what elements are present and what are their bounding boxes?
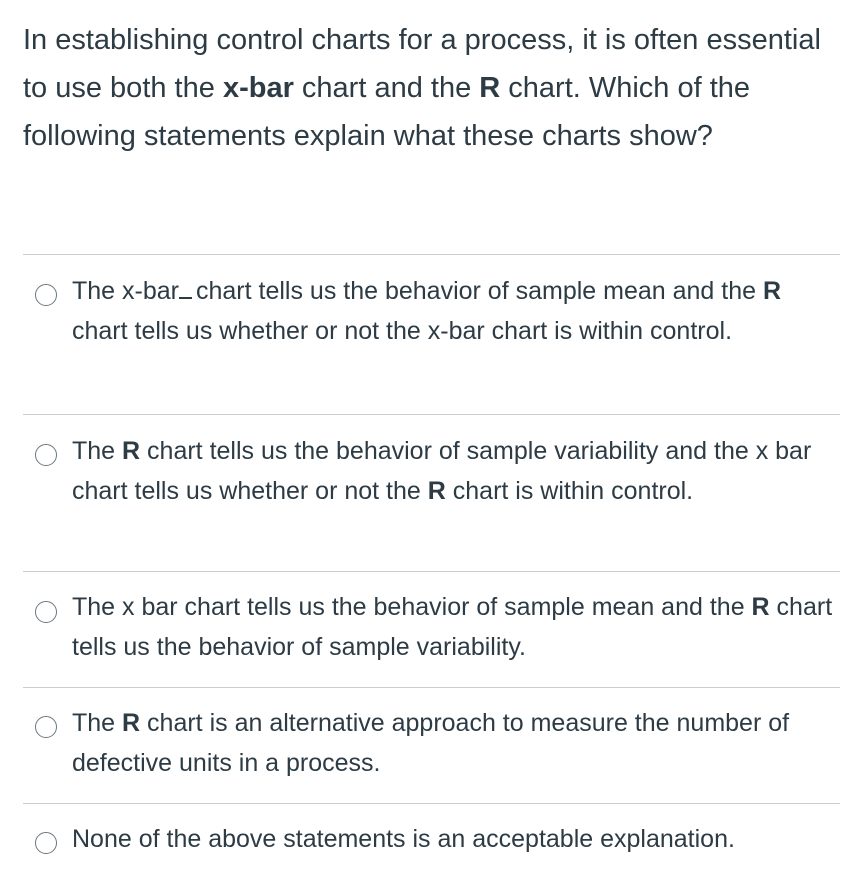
radio-button[interactable]: [35, 832, 57, 854]
bold-term: R: [122, 437, 141, 465]
bold-term: R: [762, 277, 782, 305]
text-run: In establishing control charts for a process, it is often essential to use both the: [23, 24, 821, 104]
text-run: chart tells us the behavior of sample variability and the x bar chart tells us whether or not the: [72, 437, 812, 505]
radio-button[interactable]: [35, 444, 57, 466]
text-run: chart tells us the behavior of sample variability.: [72, 593, 833, 661]
answer-text: [72, 703, 837, 783]
answer-option-1[interactable]: [23, 254, 840, 414]
bold-term: x-bar: [222, 72, 294, 104]
answer-option-2[interactable]: [23, 414, 840, 571]
text-run: chart and the: [293, 72, 480, 104]
text-run: The x-bar: [72, 277, 179, 305]
answer-text: [72, 819, 837, 859]
text-run: chart. Which of the following statements explain what these charts show?: [23, 72, 751, 152]
text-run: The x bar chart tells us the behavior of sample mean and the: [72, 593, 752, 621]
answer-option-3[interactable]: [23, 571, 840, 687]
answer-text: [72, 271, 837, 351]
question-text: [23, 16, 823, 160]
radio-button[interactable]: [35, 284, 57, 306]
answer-text: [72, 431, 837, 511]
answer-option-4[interactable]: [23, 687, 840, 803]
bold-term: R: [427, 477, 446, 505]
answer-list: [23, 254, 840, 883]
answer-option-5[interactable]: [23, 803, 840, 883]
text-run: The: [72, 437, 123, 465]
answer-text: [72, 587, 837, 667]
underscore-mark: [179, 275, 192, 299]
radio-button[interactable]: [35, 601, 57, 623]
text-run: chart is an alternative approach to measure the number of defective units in a process.: [72, 709, 790, 777]
bold-term: R: [122, 709, 141, 737]
text-run: The: [72, 709, 123, 737]
text-run: chart tells us whether or not the x-bar chart is within control.: [72, 317, 733, 345]
bold-term: R: [479, 72, 501, 104]
text-run: None of the above statements is an acceptable explanation.: [72, 825, 735, 853]
text-run: chart tells us the behavior of sample mean and the: [195, 277, 763, 305]
radio-button[interactable]: [35, 716, 57, 738]
bold-term: R: [751, 593, 770, 621]
text-run: chart is within control.: [445, 477, 694, 505]
